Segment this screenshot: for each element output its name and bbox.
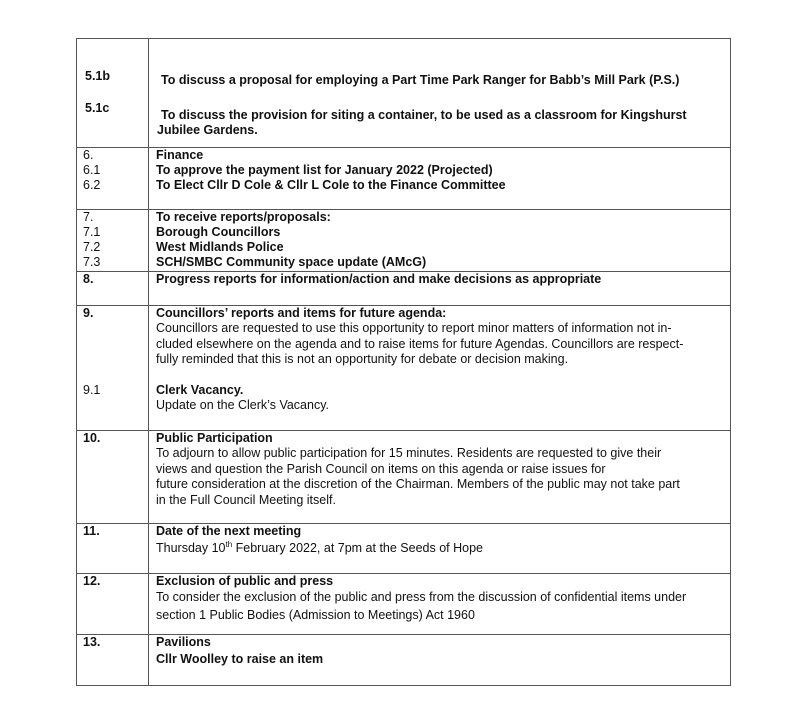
item-text: fully reminded that this is not an opportunity for debate or decision making. [156, 352, 569, 366]
item-number: 9.1 [83, 383, 101, 397]
item-text-cell [149, 574, 731, 635]
meeting-date-text [156, 541, 483, 556]
agenda-row-9 [77, 306, 731, 431]
item-number: 11. [83, 524, 100, 538]
agenda-row-5 [77, 39, 731, 148]
item-text: views and question the Parish Council on items on this agenda or raise issues for [156, 462, 606, 476]
agenda-row-11 [77, 524, 731, 574]
item-number: 8. [83, 272, 94, 286]
item-number-cell [77, 635, 149, 686]
item-text: To discuss a proposal for employing a Part Time Park Ranger for Babb’s Mill Park (P.S.) [161, 73, 680, 87]
ordinal-suffix: th [225, 539, 233, 549]
item-text: To adjourn to allow public participation for 15 minutes. Residents are requested to give their [156, 446, 662, 460]
item-number-cell [77, 39, 149, 148]
item-text: Update on the Clerk’s Vacancy. [156, 398, 330, 412]
agenda-row-13 [77, 635, 731, 686]
item-text-cell [149, 306, 731, 431]
item-number: 5.1c [85, 101, 110, 115]
item-text-cell [149, 148, 731, 210]
item-number: 7. [83, 210, 94, 224]
item-number: 7.1 [83, 225, 101, 239]
meeting-date-rest: February 2022, at 7pm at the Seeds of Hope [232, 541, 484, 555]
item-text: To Elect Cllr D Cole & Cllr L Cole to the Finance Committee [156, 178, 506, 192]
item-text: Cllr Woolley to raise an item [156, 652, 324, 666]
item-number-cell [77, 272, 149, 306]
item-number-cell [77, 524, 149, 574]
item-heading: Finance [156, 148, 204, 162]
item-text: To discuss the provision for siting a container, to be used as a classroom for Kingshurst [161, 108, 687, 122]
item-number-cell [77, 306, 149, 431]
item-text-cell [149, 210, 731, 272]
item-text-cell [149, 39, 731, 148]
item-number: 5.1b [85, 69, 111, 83]
item-text: Jubilee Gardens. [157, 123, 258, 137]
item-number: 6. [83, 148, 94, 162]
item-heading: Clerk Vacancy. [156, 383, 244, 397]
item-heading: Pavilions [156, 635, 211, 649]
item-text-cell [149, 431, 731, 524]
item-text: To consider the exclusion of the public and press from the discussion of confidential items under [156, 590, 687, 604]
agenda-table [76, 38, 731, 686]
item-text: Councillors are requested to use this opportunity to report minor matters of information not in- [156, 321, 672, 335]
item-number: 12. [83, 574, 101, 588]
item-text: Borough Councillors [156, 225, 281, 239]
item-number: 6.1 [83, 163, 101, 177]
item-text-cell [149, 524, 731, 574]
item-text: future consideration at the discretion of the Chairman. Members of the public may not take part [156, 477, 680, 491]
item-number-cell [77, 148, 149, 210]
item-number-cell [77, 210, 149, 272]
meeting-date-day: Thursday 10 [156, 541, 226, 555]
item-number: 9. [83, 306, 94, 320]
agenda-row-8 [77, 272, 731, 306]
agenda-row-7 [77, 210, 731, 272]
item-heading: Councillors’ reports and items for future agenda: [156, 306, 447, 320]
agenda-row-6 [77, 148, 731, 210]
item-number: 13. [83, 635, 101, 649]
item-text: in the Full Council Meeting itself. [156, 493, 336, 507]
item-heading: Exclusion of public and press [156, 574, 334, 588]
item-text: SCH/SMBC Community space update (AMcG) [156, 255, 427, 269]
agenda-row-12 [77, 574, 731, 635]
item-heading: Progress reports for information/action and make decisions as appropriate [156, 272, 602, 286]
item-number: 7.3 [83, 255, 101, 269]
item-text: To approve the payment list for January 2022 (Projected) [156, 163, 493, 177]
item-text: cluded elsewhere on the agenda and to raise items for future Agendas. Councillors are respect- [156, 337, 684, 351]
item-heading: Date of the next meeting [156, 524, 302, 538]
agenda-row-10 [77, 431, 731, 524]
item-number: 6.2 [83, 178, 101, 192]
item-heading: Public Participation [156, 431, 273, 445]
item-number: 10. [83, 431, 101, 445]
item-text-cell [149, 272, 731, 306]
item-number: 7.2 [83, 240, 101, 254]
item-text: West Midlands Police [156, 240, 284, 254]
item-number-cell [77, 431, 149, 524]
item-text: section 1 Public Bodies (Admission to Meetings) Act 1960 [156, 608, 475, 622]
item-number-cell [77, 574, 149, 635]
item-text-cell [149, 635, 731, 686]
item-heading: To receive reports/proposals: [156, 210, 331, 224]
